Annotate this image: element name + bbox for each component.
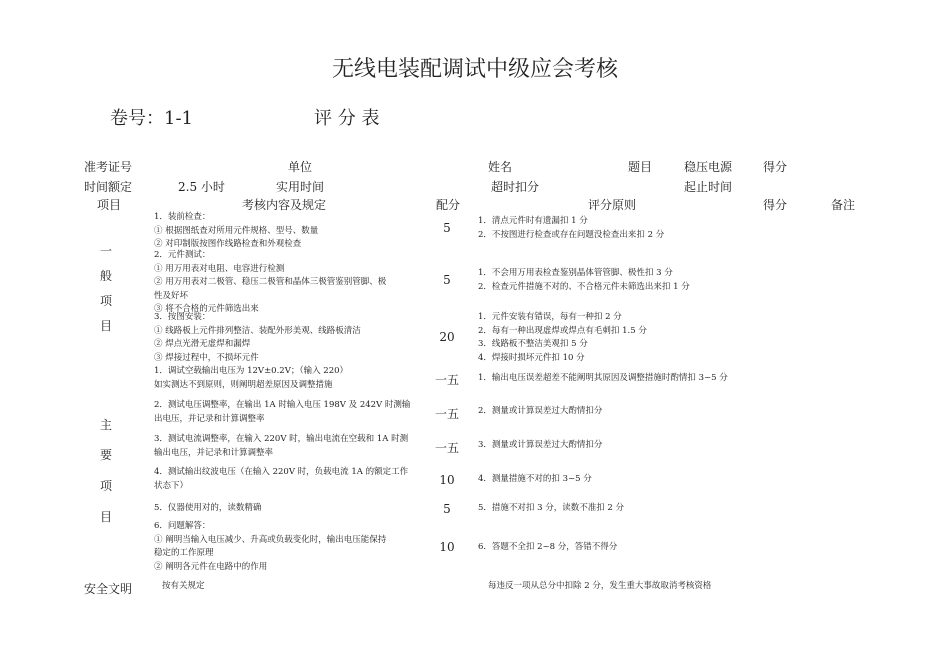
main-points-3: 一五 xyxy=(434,441,459,455)
general-points-3: 20 xyxy=(439,330,455,344)
main-label-2: 要 xyxy=(99,448,112,462)
actual-time-label: 实用时间 xyxy=(276,180,325,194)
main-label-1: 主 xyxy=(99,418,112,432)
main-criteria-4 xyxy=(478,473,592,487)
main-points-5: 5 xyxy=(443,502,451,516)
content-line: ③ 焊接过程中，不损坏元件 xyxy=(154,352,259,363)
col-content: 考核内容及规定 xyxy=(242,198,327,212)
paper-number: 卷号：1-1 xyxy=(110,108,193,129)
criteria-line: 1．不会用万用表检查鉴别晶体管管脚、极性扣 3 分 xyxy=(478,268,673,278)
main-content-1 xyxy=(154,365,348,392)
criteria-line: 2．不按图进行检查或存在问题没检查出来扣 2 分 xyxy=(478,229,665,240)
main-points-6: 10 xyxy=(439,540,455,554)
main-content-6 xyxy=(154,520,386,574)
criteria-line: 5．措施不对扣 3 分，读数不准扣 2 分 xyxy=(478,503,625,513)
content-line: ① 用万用表对电阻、电容进行检测 xyxy=(154,263,285,274)
col-score: 得分 xyxy=(763,198,788,212)
general-label-3: 项 xyxy=(99,294,112,308)
name-label: 姓名 xyxy=(488,160,513,174)
criteria-line: 4．焊接时损坏元件扣 10 分 xyxy=(478,352,585,363)
criteria-line: 2．每有一种出现虚焊或焊点有毛刺扣 1.5 分 xyxy=(478,325,647,336)
content-line: 3．测试电流调整率，在输入 220V 时，输出电流在空载和 1A 时测 xyxy=(154,434,409,444)
criteria-line: 2．测量或计算误差过大酌情扣分 xyxy=(478,406,603,416)
content-line: ② 阐明各元件在电路中的作用 xyxy=(154,561,268,572)
main-points-4: 10 xyxy=(439,473,455,487)
general-content-1 xyxy=(154,211,318,252)
content-line: ① 线路板上元件排列整洁、装配外形美观、线路板清洁 xyxy=(154,325,361,336)
col-criteria: 评分原则 xyxy=(588,198,637,212)
general-points-1: 5 xyxy=(443,221,451,235)
main-criteria-5 xyxy=(478,502,624,516)
main-criteria-1 xyxy=(478,372,728,386)
page-title: 无线电装配调试中级应会考核 xyxy=(331,57,618,82)
content-line: 稳定的工作原理 xyxy=(154,548,214,558)
exam-no-label: 准考证号 xyxy=(84,160,133,174)
criteria-line: 3．测量或计算误差过大酌情扣分 xyxy=(478,440,603,450)
main-criteria-2 xyxy=(478,405,602,419)
content-line: 5．仪器使用对的，读数精确 xyxy=(154,503,262,513)
content-line: 2．元件测试： xyxy=(154,250,211,260)
general-criteria-3 xyxy=(478,311,647,365)
safety-content: 按有关规定 xyxy=(162,581,205,591)
general-content-3 xyxy=(154,311,361,365)
main-content-2 xyxy=(154,399,410,426)
overtime-label: 超时扣分 xyxy=(491,180,540,194)
general-label-2: 般 xyxy=(99,269,112,283)
main-label-4: 目 xyxy=(99,510,112,524)
main-label-3: 项 xyxy=(99,479,112,493)
main-criteria-6 xyxy=(478,541,617,555)
content-line: 性及好坏 xyxy=(154,290,189,301)
safety-label: 安全文明 xyxy=(84,582,133,596)
general-criteria-1 xyxy=(478,215,664,242)
col-remark: 备注 xyxy=(831,198,856,212)
content-line: 4．测试输出纹波电压（在输入 220V 时，负载电流 1A 的额定工作 xyxy=(154,467,409,477)
criteria-line: 1．清点元件时有遗漏扣 1 分 xyxy=(478,216,588,226)
content-line: 输出电压，并记录和计算调整率 xyxy=(154,447,274,458)
content-line: 如实测达不到原则，则阐明超差原因及调整措施 xyxy=(154,379,333,390)
criteria-line: 6．答题不全扣 2~8 分，答错不得分 xyxy=(478,542,618,552)
content-line: 6．问题解答： xyxy=(154,521,211,531)
main-content-4 xyxy=(154,466,408,493)
content-line: 3．按图安装： xyxy=(154,312,211,322)
main-criteria-3 xyxy=(478,439,602,453)
content-line: ② 对印制版按图作线路检查和外观检查 xyxy=(154,239,302,249)
main-points-2: 一五 xyxy=(434,407,459,421)
content-line: ② 焊点光滑无虚焊和漏焊 xyxy=(154,339,251,349)
content-line: ③ 将不合格的元件筛选出来 xyxy=(154,304,259,314)
general-label-1: 一 xyxy=(99,244,112,258)
topic-value: 稳压电源 xyxy=(684,160,733,174)
content-line: ① 阐明当输入电压减少、升高或负载变化时，输出电压能保持 xyxy=(154,534,387,545)
criteria-line: 3．线路板不整洁美观扣 5 分 xyxy=(478,339,588,349)
content-line: 2．测试电压调整率，在输出 1A 时输入电压 198V 及 242V 时测输 xyxy=(154,400,411,410)
content-line: ① 根据图纸查对所用元件规格、型号、数量 xyxy=(154,225,319,236)
general-points-2: 5 xyxy=(443,273,451,287)
table-label: 评 分 表 xyxy=(314,108,380,129)
unit-label: 单位 xyxy=(288,160,313,174)
content-line: 1．装前检查： xyxy=(154,212,211,222)
content-line: 1．调试空载输出电压为 12V±0.2V；（输入 220） xyxy=(154,366,349,376)
content-line: ② 用万用表对二极管、稳压二极管和晶体三极管鉴别管脚、极 xyxy=(154,277,387,287)
safety-criteria: 每违反一项从总分中扣除 2 分，发生重大事故取消考核资格 xyxy=(488,581,712,591)
col-points: 配分 xyxy=(436,198,461,212)
time-limit-value: 2.5 小时 xyxy=(178,180,225,194)
main-content-5 xyxy=(154,502,261,516)
time-limit-label: 时间额定 xyxy=(84,180,133,194)
general-content-2 xyxy=(154,249,386,317)
topic-label: 题目 xyxy=(628,160,653,174)
criteria-line: 1．元件安装有错误，每有一种扣 2 分 xyxy=(478,312,622,322)
score-label: 得分 xyxy=(763,160,788,174)
main-points-1: 一五 xyxy=(434,373,459,387)
general-criteria-2 xyxy=(478,267,690,294)
col-item: 项目 xyxy=(97,198,122,212)
content-line: 状态下） xyxy=(154,480,189,491)
start-end-label: 起止时间 xyxy=(684,180,733,194)
general-label-4: 目 xyxy=(99,319,112,333)
criteria-line: 2．检查元件措施不对的、不合格元件未筛选出来扣 1 分 xyxy=(478,281,690,292)
main-content-3 xyxy=(154,433,408,460)
content-line: 出电压，并记录和计算调整率 xyxy=(154,413,265,424)
criteria-line: 1．输出电压误差超差不能阐明其原因及调整措施时酌情扣 3~5 分 xyxy=(478,373,728,383)
criteria-line: 4．测量措施不对的扣 3~5 分 xyxy=(478,474,592,484)
